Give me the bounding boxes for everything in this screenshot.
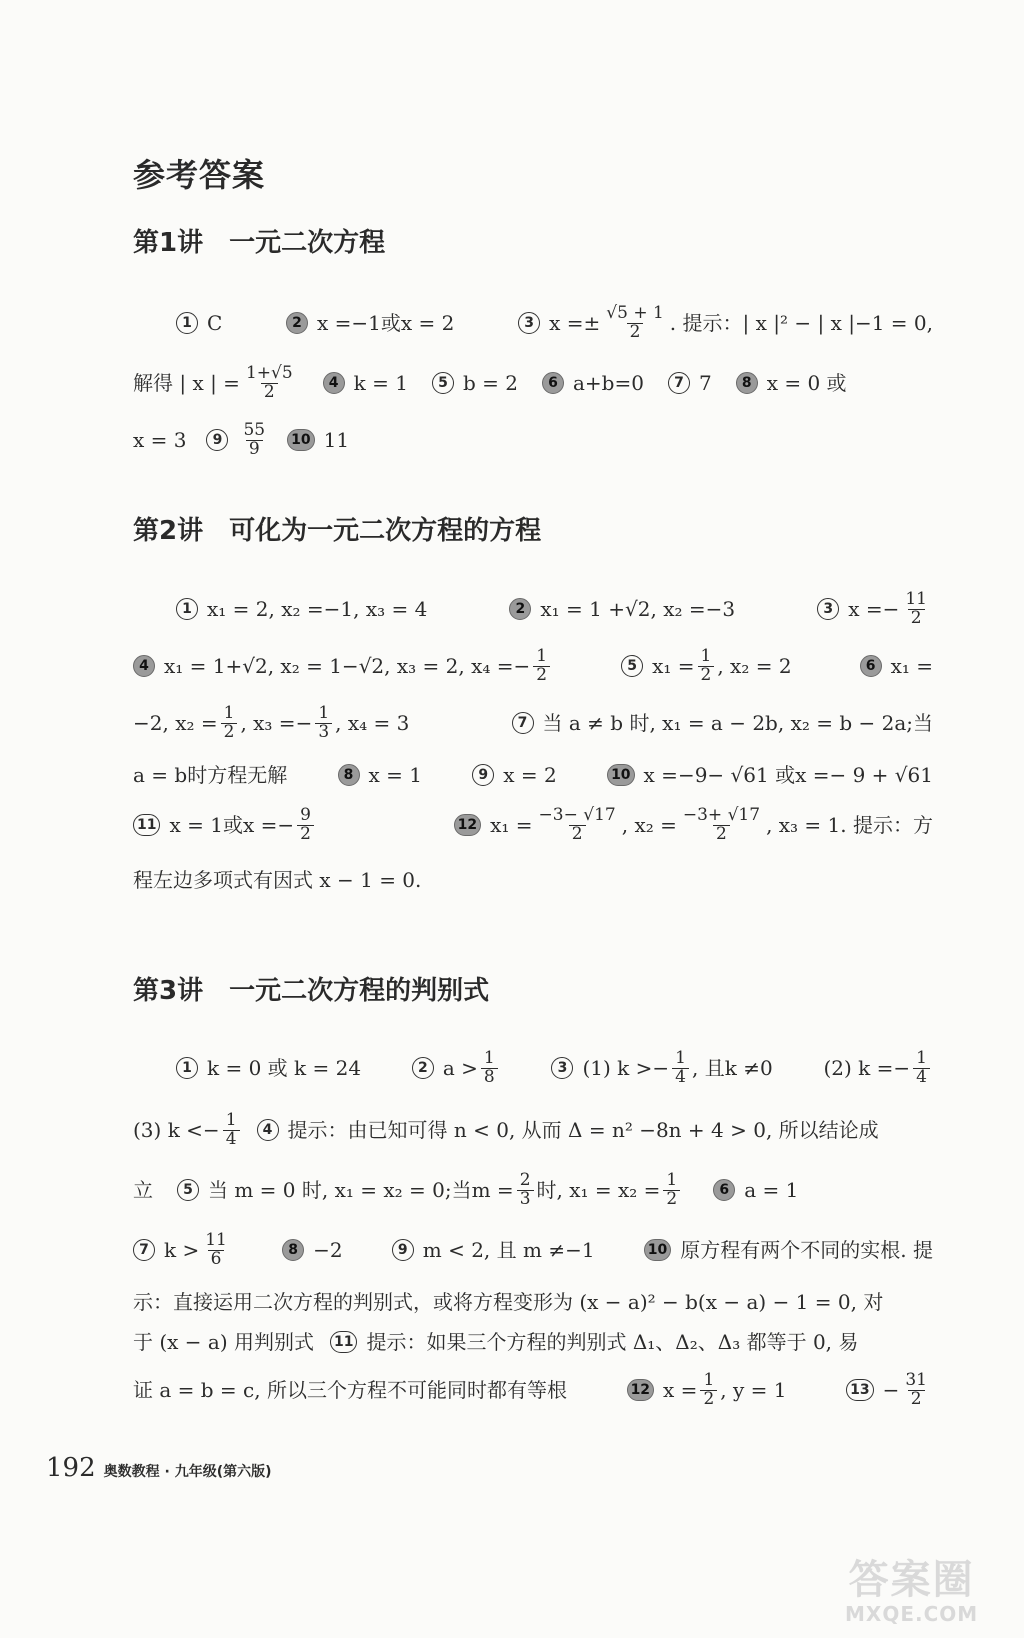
answer-text: x₁ = <box>890 654 933 678</box>
s2-q6 <box>860 655 933 677</box>
fraction <box>221 702 238 742</box>
fraction <box>223 1109 240 1149</box>
s2-q1 <box>176 598 427 620</box>
answer-text: (3) k <− <box>133 1118 220 1142</box>
section-3-title <box>133 970 489 1007</box>
s3-q3-part2 <box>823 1047 933 1087</box>
answer-text: 11 <box>323 428 350 452</box>
answer-text: . 提示：| x |² − | x |−1 = 0, <box>669 311 933 335</box>
q-number: 3 <box>518 312 540 334</box>
watermark-url: MXQE.COM <box>845 1602 979 1626</box>
denominator: 2 <box>908 1390 925 1409</box>
s3-q10-cont <box>133 1292 883 1312</box>
answer-text: −2, x₂ = <box>133 711 218 735</box>
fraction <box>902 588 930 628</box>
s1-q6 <box>542 372 644 394</box>
answer-text: , 且k ≠0 <box>692 1056 773 1080</box>
section-3-number: 第3讲 <box>133 976 204 1006</box>
s3-line-2 <box>133 1105 933 1155</box>
q-number: 5 <box>432 372 454 394</box>
fraction <box>517 1169 534 1209</box>
s3-q1 <box>176 1057 361 1079</box>
denominator: 4 <box>223 1130 240 1149</box>
s1-q8 <box>736 372 847 394</box>
answer-text: 程左边多项式有因式 x − 1 = 0. <box>133 868 422 892</box>
answer-text: 示：直接运用二次方程的判别式，或将方程变形为 (x − a)² − b(x − a) − 1 = 0, 对 <box>133 1290 884 1314</box>
q-number: 4 <box>323 372 345 394</box>
s1-q4 <box>323 372 408 394</box>
s2-q9 <box>472 764 556 786</box>
answer-text: x =± <box>549 311 601 335</box>
site-watermark <box>845 1557 979 1626</box>
s3-line-4 <box>133 1225 933 1275</box>
s2-line-4 <box>133 750 933 800</box>
q-number: 6 <box>860 655 882 677</box>
section-3-name: 一元二次方程的判别式 <box>229 976 490 1006</box>
denominator: 4 <box>672 1068 689 1087</box>
section-2-number: 第2讲 <box>133 516 204 546</box>
denominator: 3 <box>315 723 332 742</box>
s3-line-7 <box>133 1365 933 1415</box>
q-number: 13 <box>846 1379 873 1401</box>
numerator: 1 <box>223 702 235 723</box>
s2-q4 <box>133 645 553 685</box>
s2-q7-cont <box>133 765 287 785</box>
denominator: 2 <box>713 825 730 844</box>
answer-text: x₁ = <box>490 813 533 837</box>
answer-text: k = 0 或 k = 24 <box>207 1056 362 1080</box>
q-number: 4 <box>257 1119 279 1141</box>
numerator: 1 <box>666 1169 678 1190</box>
answer-text: x = 1或x =− <box>169 813 295 837</box>
q-number: 1 <box>176 312 198 334</box>
q-number: 3 <box>817 598 839 620</box>
answer-text: − <box>882 1378 900 1402</box>
s2-q2 <box>509 598 735 620</box>
s2-line-1 <box>176 584 933 634</box>
answer-text: k > <box>164 1238 200 1262</box>
s2-q5 <box>621 645 792 685</box>
s1-q7 <box>668 372 712 394</box>
denominator: 8 <box>481 1068 498 1087</box>
s2-line-5 <box>133 800 933 850</box>
answer-text: x₁ = 1 +√2, x₂ =−3 <box>540 597 736 621</box>
q-number: 1 <box>176 1057 198 1079</box>
s2-q11 <box>133 804 317 844</box>
s3-q12 <box>627 1369 787 1409</box>
answer-text: 解得 | x | = <box>133 371 240 395</box>
s3-q6 <box>713 1179 798 1201</box>
answer-text: 提示：如果三个方程的判别式 Δ₁、Δ₂、Δ₃ 都等于 0, 易 <box>366 1330 859 1354</box>
s2-q3 <box>817 588 933 628</box>
denominator: 2 <box>908 609 925 628</box>
numerator: 1 <box>700 645 712 666</box>
fraction <box>297 804 314 844</box>
s3-line-6 <box>133 1317 933 1367</box>
section-2-title <box>133 510 541 547</box>
page-title: 参考答案 <box>133 156 266 194</box>
numerator: 1 <box>675 1047 686 1068</box>
s3-q4-cont <box>133 1180 153 1200</box>
q-number: 10 <box>607 764 634 786</box>
q-number: 2 <box>412 1057 434 1079</box>
book-title: 奥数教程 · 九年级(第六版) <box>103 1464 272 1480</box>
q-number: 5 <box>177 1179 199 1201</box>
answer-text: −2 <box>313 1238 343 1262</box>
q-number: 10 <box>644 1239 671 1261</box>
numerator: 1 <box>916 1047 927 1068</box>
q-number: 11 <box>330 1331 357 1353</box>
s1-q10 <box>287 429 349 451</box>
s2-line-3 <box>133 698 933 748</box>
q-number: 10 <box>287 429 314 451</box>
q-number: 6 <box>713 1179 735 1201</box>
answer-text: 于 (x − a) 用判别式 <box>133 1330 314 1354</box>
s1-q9 <box>206 419 271 459</box>
s2-line-2 <box>133 641 933 691</box>
numerator: 1 <box>536 645 548 666</box>
answer-text: 当 a ≠ b 时, x₁ = a − 2b, x₂ = b − 2a;当 <box>542 711 933 735</box>
s3-q7 <box>133 1229 233 1269</box>
q-number: 6 <box>542 372 564 394</box>
q-number: 8 <box>736 372 758 394</box>
s3-q11-cont <box>133 1380 567 1400</box>
numerator: 9 <box>300 804 311 825</box>
numerator: 2 <box>519 1169 531 1190</box>
q-number: 12 <box>454 814 481 836</box>
page-footer <box>46 1453 272 1483</box>
denominator: 2 <box>221 723 238 742</box>
fraction <box>315 702 332 742</box>
s1-q2 <box>286 312 454 334</box>
s3-q10-cont2 <box>133 1332 314 1352</box>
answer-text: x = 0 或 <box>766 371 847 395</box>
s3-q3 <box>551 1047 773 1087</box>
fraction <box>481 1047 498 1087</box>
s1-line-1 <box>176 298 933 348</box>
answer-text: (1) k >− <box>582 1056 670 1080</box>
fraction <box>202 1229 230 1269</box>
answer-text: 当 m = 0 时, x₁ = x₂ = 0;当m = <box>208 1178 514 1202</box>
q-number: 4 <box>133 655 155 677</box>
numerator: −3− √17 <box>538 804 616 825</box>
section-1-number: 第1讲 <box>133 228 204 258</box>
s2-q12-cont <box>133 870 421 890</box>
answer-text: 证 a = b = c, 所以三个方程不可能同时都有等根 <box>133 1378 567 1402</box>
q-number: 2 <box>509 598 531 620</box>
numerator: −3+ √17 <box>682 804 761 825</box>
fraction <box>533 645 550 685</box>
answer-text: , x₂ = 2 <box>717 654 792 678</box>
denominator: 4 <box>913 1068 930 1087</box>
s3-q9 <box>392 1239 595 1261</box>
answer-text: b = 2 <box>463 371 518 395</box>
denominator: 9 <box>246 440 263 459</box>
denominator: 2 <box>261 383 278 402</box>
fraction <box>663 1169 680 1209</box>
answer-text: a = 1 <box>744 1178 799 1202</box>
s1-line-2 <box>133 358 933 408</box>
section-2-name: 可化为一元二次方程的方程 <box>229 516 542 546</box>
answer-text: a+b=0 <box>573 371 644 395</box>
denominator: 2 <box>663 1190 680 1209</box>
answer-text: m < 2, 且 m ≠−1 <box>422 1238 595 1262</box>
answer-text: x =−9− √61 或x =− 9 + √61 <box>643 763 933 787</box>
answer-text: (2) k =− <box>823 1056 911 1080</box>
s2-q10 <box>607 764 933 786</box>
numerator: 11 <box>205 1229 227 1250</box>
q-number: 2 <box>286 312 308 334</box>
denominator: 2 <box>569 825 586 844</box>
answer-text: x =− <box>848 597 900 621</box>
numerator: √5 + 1 <box>606 302 664 323</box>
s1-q3-cont <box>133 362 299 402</box>
answer-text: , y = 1 <box>720 1378 787 1402</box>
answer-text: x = <box>663 1378 698 1402</box>
s2-q7 <box>512 712 933 734</box>
answer-text: , x₄ = 3 <box>335 711 410 735</box>
s3-line-1 <box>176 1043 933 1093</box>
fraction <box>603 302 667 342</box>
q-number: 7 <box>133 1239 155 1261</box>
answer-text: 提示：由已知可得 n < 0, 从而 Δ = n² −8n + 4 > 0, 所以结论成 <box>287 1118 879 1142</box>
numerator: 11 <box>905 588 927 609</box>
s2-line-6 <box>133 855 933 905</box>
s3-q10 <box>644 1239 933 1261</box>
fraction <box>536 804 619 844</box>
answer-text: 7 <box>698 371 712 395</box>
section-1-title <box>133 222 385 259</box>
fraction <box>698 645 715 685</box>
answer-text: x = 3 <box>133 428 187 452</box>
s1-q3 <box>518 302 933 342</box>
s3-q5 <box>177 1169 683 1209</box>
section-1-name: 一元二次方程 <box>229 228 386 258</box>
answer-text: x₁ = 1+√2, x₂ = 1−√2, x₃ = 2, x₄ =− <box>164 654 531 678</box>
denominator: 2 <box>627 323 644 342</box>
denominator: 2 <box>700 1390 717 1409</box>
answer-text: , x₃ =− <box>240 711 313 735</box>
fraction <box>243 362 296 402</box>
numerator: 55 <box>243 419 266 440</box>
s3-line-3 <box>133 1165 933 1215</box>
denominator: 6 <box>208 1250 225 1269</box>
s3-q4 <box>257 1119 879 1141</box>
answer-text: x = 1 <box>368 763 422 787</box>
s3-q11 <box>330 1331 858 1353</box>
s3-q2 <box>412 1047 501 1087</box>
answer-text: x = 2 <box>503 763 557 787</box>
fraction <box>672 1047 689 1087</box>
s1-q5 <box>432 372 518 394</box>
s3-q13 <box>846 1369 933 1409</box>
s2-q12 <box>454 804 933 844</box>
denominator: 2 <box>698 666 715 685</box>
q-number: 12 <box>627 1379 654 1401</box>
answer-text: x₁ = 2, x₂ =−1, x₃ = 4 <box>207 597 428 621</box>
s1-line-3 <box>133 415 933 465</box>
q-number: 7 <box>668 372 690 394</box>
q-number: 9 <box>472 764 494 786</box>
answer-text: k = 1 <box>353 371 408 395</box>
numerator: 1 <box>483 1047 495 1068</box>
numerator: 1 <box>225 1109 237 1130</box>
denominator: 3 <box>517 1190 534 1209</box>
fraction <box>680 804 763 844</box>
fraction <box>902 1369 930 1409</box>
answer-text: 立 <box>133 1178 153 1202</box>
numerator: 1 <box>703 1369 715 1390</box>
answer-text: 原方程有两个不同的实根. 提 <box>680 1238 933 1262</box>
q-number: 5 <box>621 655 643 677</box>
denominator: 2 <box>533 666 550 685</box>
s1-q1 <box>176 312 222 334</box>
fraction <box>240 419 268 459</box>
watermark-logo-text: 答案圈 <box>848 1557 975 1603</box>
q-number: 9 <box>392 1239 414 1261</box>
answer-text: x =−1或x = 2 <box>317 311 455 335</box>
s3-q3-cont <box>133 1109 243 1149</box>
s1-q8-cont <box>133 430 186 450</box>
fraction <box>913 1047 930 1087</box>
q-number: 8 <box>282 1239 304 1261</box>
answer-text: 时, x₁ = x₂ = <box>536 1178 661 1202</box>
page-number: 192 <box>46 1453 96 1483</box>
denominator: 2 <box>297 825 314 844</box>
numerator: 31 <box>905 1369 927 1390</box>
s2-q8 <box>338 764 422 786</box>
q-number: 11 <box>133 814 160 836</box>
answer-text: a = b时方程无解 <box>133 763 288 787</box>
numerator: 1 <box>318 702 330 723</box>
answer-text: , x₂ = <box>621 813 677 837</box>
s3-q8 <box>282 1239 342 1261</box>
s2-q6-cont <box>133 702 410 742</box>
q-number: 9 <box>206 429 228 451</box>
answer-text: , x₃ = 1. 提示：方 <box>766 813 933 837</box>
answer-text: a > <box>442 1056 478 1080</box>
q-number: 1 <box>176 598 198 620</box>
q-number: 7 <box>512 712 534 734</box>
numerator: 1+√5 <box>245 362 293 383</box>
q-number: 3 <box>551 1057 573 1079</box>
answer-text: C <box>207 311 223 335</box>
fraction <box>700 1369 717 1409</box>
answer-text: x₁ = <box>652 654 695 678</box>
q-number: 8 <box>338 764 360 786</box>
